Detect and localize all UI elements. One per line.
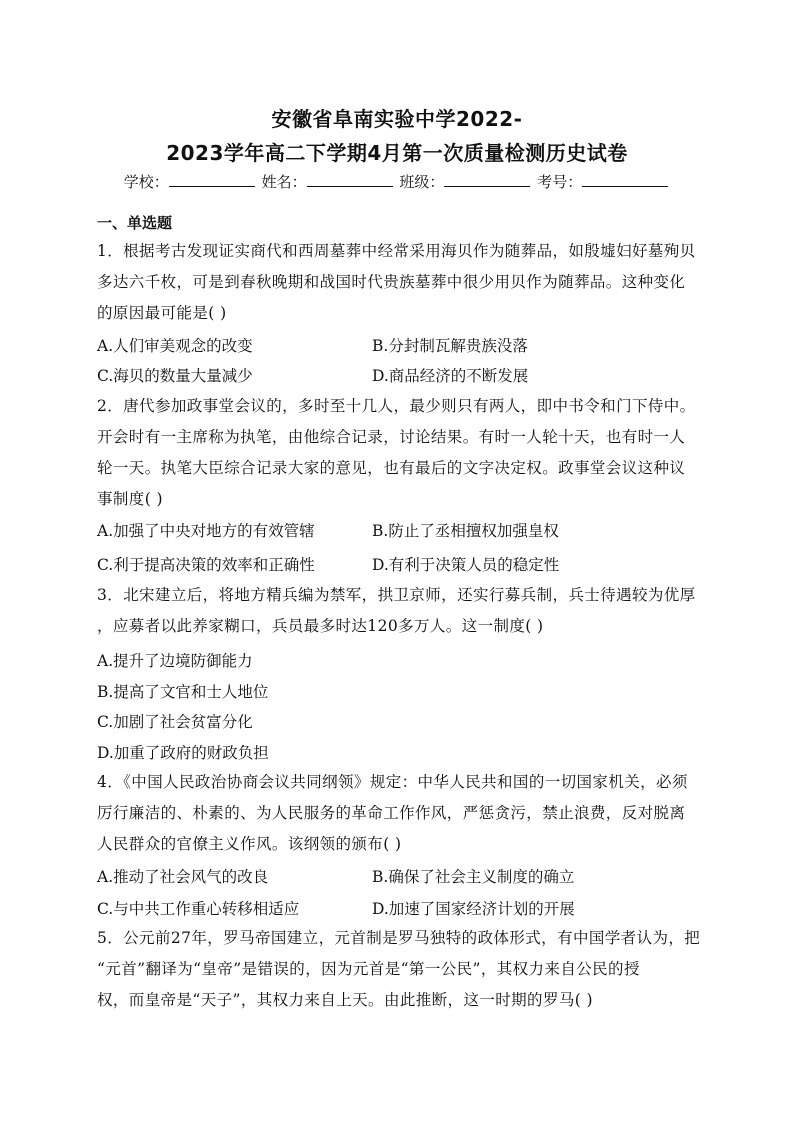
question-1-line: 的原因最可能是( ) [97,304,227,322]
question-3-line: ，应募者以此养家糊口，兵员最多时达120多万人。这一制度( ) [97,617,544,635]
question-3-option-d[interactable]: D.加重了政府的财政负担 [97,744,269,762]
exam-number-blank[interactable] [582,172,668,187]
question-2-option-d[interactable]: D.有利于决策人员的稳定性 [372,556,560,574]
question-4-option-c[interactable]: C.与中共工作重心转移相适应 [97,900,300,918]
question-2-line: 事制度( ) [97,490,163,508]
question-4-option-b[interactable]: B.确保了社会主义制度的确立 [372,868,575,886]
name-label: 姓名： [261,173,307,191]
section-heading: 一、单选题 [97,214,173,232]
exam-number-label: 考号： [537,173,583,191]
question-1-line: 1．根据考古发现证实商代和西周墓葬中经常采用海贝作为随葬品，如殷墟妇好墓殉贝 [97,242,696,260]
question-3-option-a[interactable]: A.提升了边境防御能力 [97,652,253,670]
question-4-option-a[interactable]: A.推动了社会风气的改良 [97,868,269,886]
question-3-option-b[interactable]: B.提高了文官和士人地位 [97,683,269,701]
question-1-option-b[interactable]: B.分封制瓦解贵族没落 [372,337,528,355]
question-4-line: 厉行廉洁的、朴素的、为人民服务的革命工作作风，严惩贪污，禁止浪费，反对脱离 [97,804,686,822]
class-blank[interactable] [444,172,530,187]
question-1-line: 多达六千枚，可是到春秋晚期和战国时代贵族墓葬中很少用贝作为随葬品。这种变化 [97,273,686,291]
question-4-line: 4．《中国人民政治协商会议共同纲领》规定：中华人民共和国的一切国家机关，必须 [97,773,688,791]
question-5-stem [97,923,701,1016]
student-info-fields [0,171,794,192]
exam-title-line2: 2023学年高二下学期4月第一次质量检测历史试卷 [166,141,628,165]
question-3-stem [97,580,701,642]
question-3-line: 3．北宋建立后，将地方精兵编为禁军，拱卫京师，还实行募兵制，兵士待遇较为优厚 [97,586,696,604]
question-5-line: 权，而皇帝是“天子”，其权力来自上天。由此推断，这一时期的罗马( ) [97,991,593,1009]
question-4-line: 人民群众的官僚主义作风。该纲领的颁布( ) [97,835,402,853]
question-1-option-c[interactable]: C.海贝的数量大量减少 [97,367,253,385]
question-4-stem [97,767,701,860]
question-2-line: 轮一天。执笔大臣综合记录大家的意见，也有最后的文字决定权。政事堂会议这种议 [97,459,686,477]
question-5-line: “元首”翻译为“皇帝”是错误的，因为元首是“第一公民”，其权力来自公民的授 [97,960,640,978]
question-5-line: 5．公元前27年，罗马帝国建立，元首制是罗马独特的政体形式，有中国学者认为，把 [97,929,701,947]
question-1-option-d[interactable]: D.商品经济的不断发展 [372,367,529,385]
question-2-stem [97,391,701,515]
question-2-option-c[interactable]: C.利于提高决策的效率和正确性 [97,556,315,574]
question-2-option-b[interactable]: B.防止了丞相擅权加强皇权 [372,522,559,540]
name-blank[interactable] [307,172,393,187]
school-label: 学校： [123,173,169,191]
question-4-option-d[interactable]: D.加速了国家经济计划的开展 [372,900,575,918]
question-2-line: 开会时有一主席称为执笔，由他综合记录，讨论结果。有时一人轮十天，也有时一人 [97,428,686,446]
class-label: 班级： [399,173,445,191]
question-1-option-a[interactable]: A.人们审美观念的改变 [97,337,253,355]
question-3-option-c[interactable]: C.加剧了社会贫富分化 [97,713,253,731]
question-2-line: 2．唐代参加政事堂会议的，多时至十几人，最少则只有两人，即中书令和门下侍中。 [97,397,696,415]
question-1-stem [97,236,701,329]
school-blank[interactable] [169,172,255,187]
question-2-option-a[interactable]: A.加强了中央对地方的有效管辖 [97,522,315,540]
exam-title-line1: 安徽省阜南实验中学2022- [271,107,523,131]
